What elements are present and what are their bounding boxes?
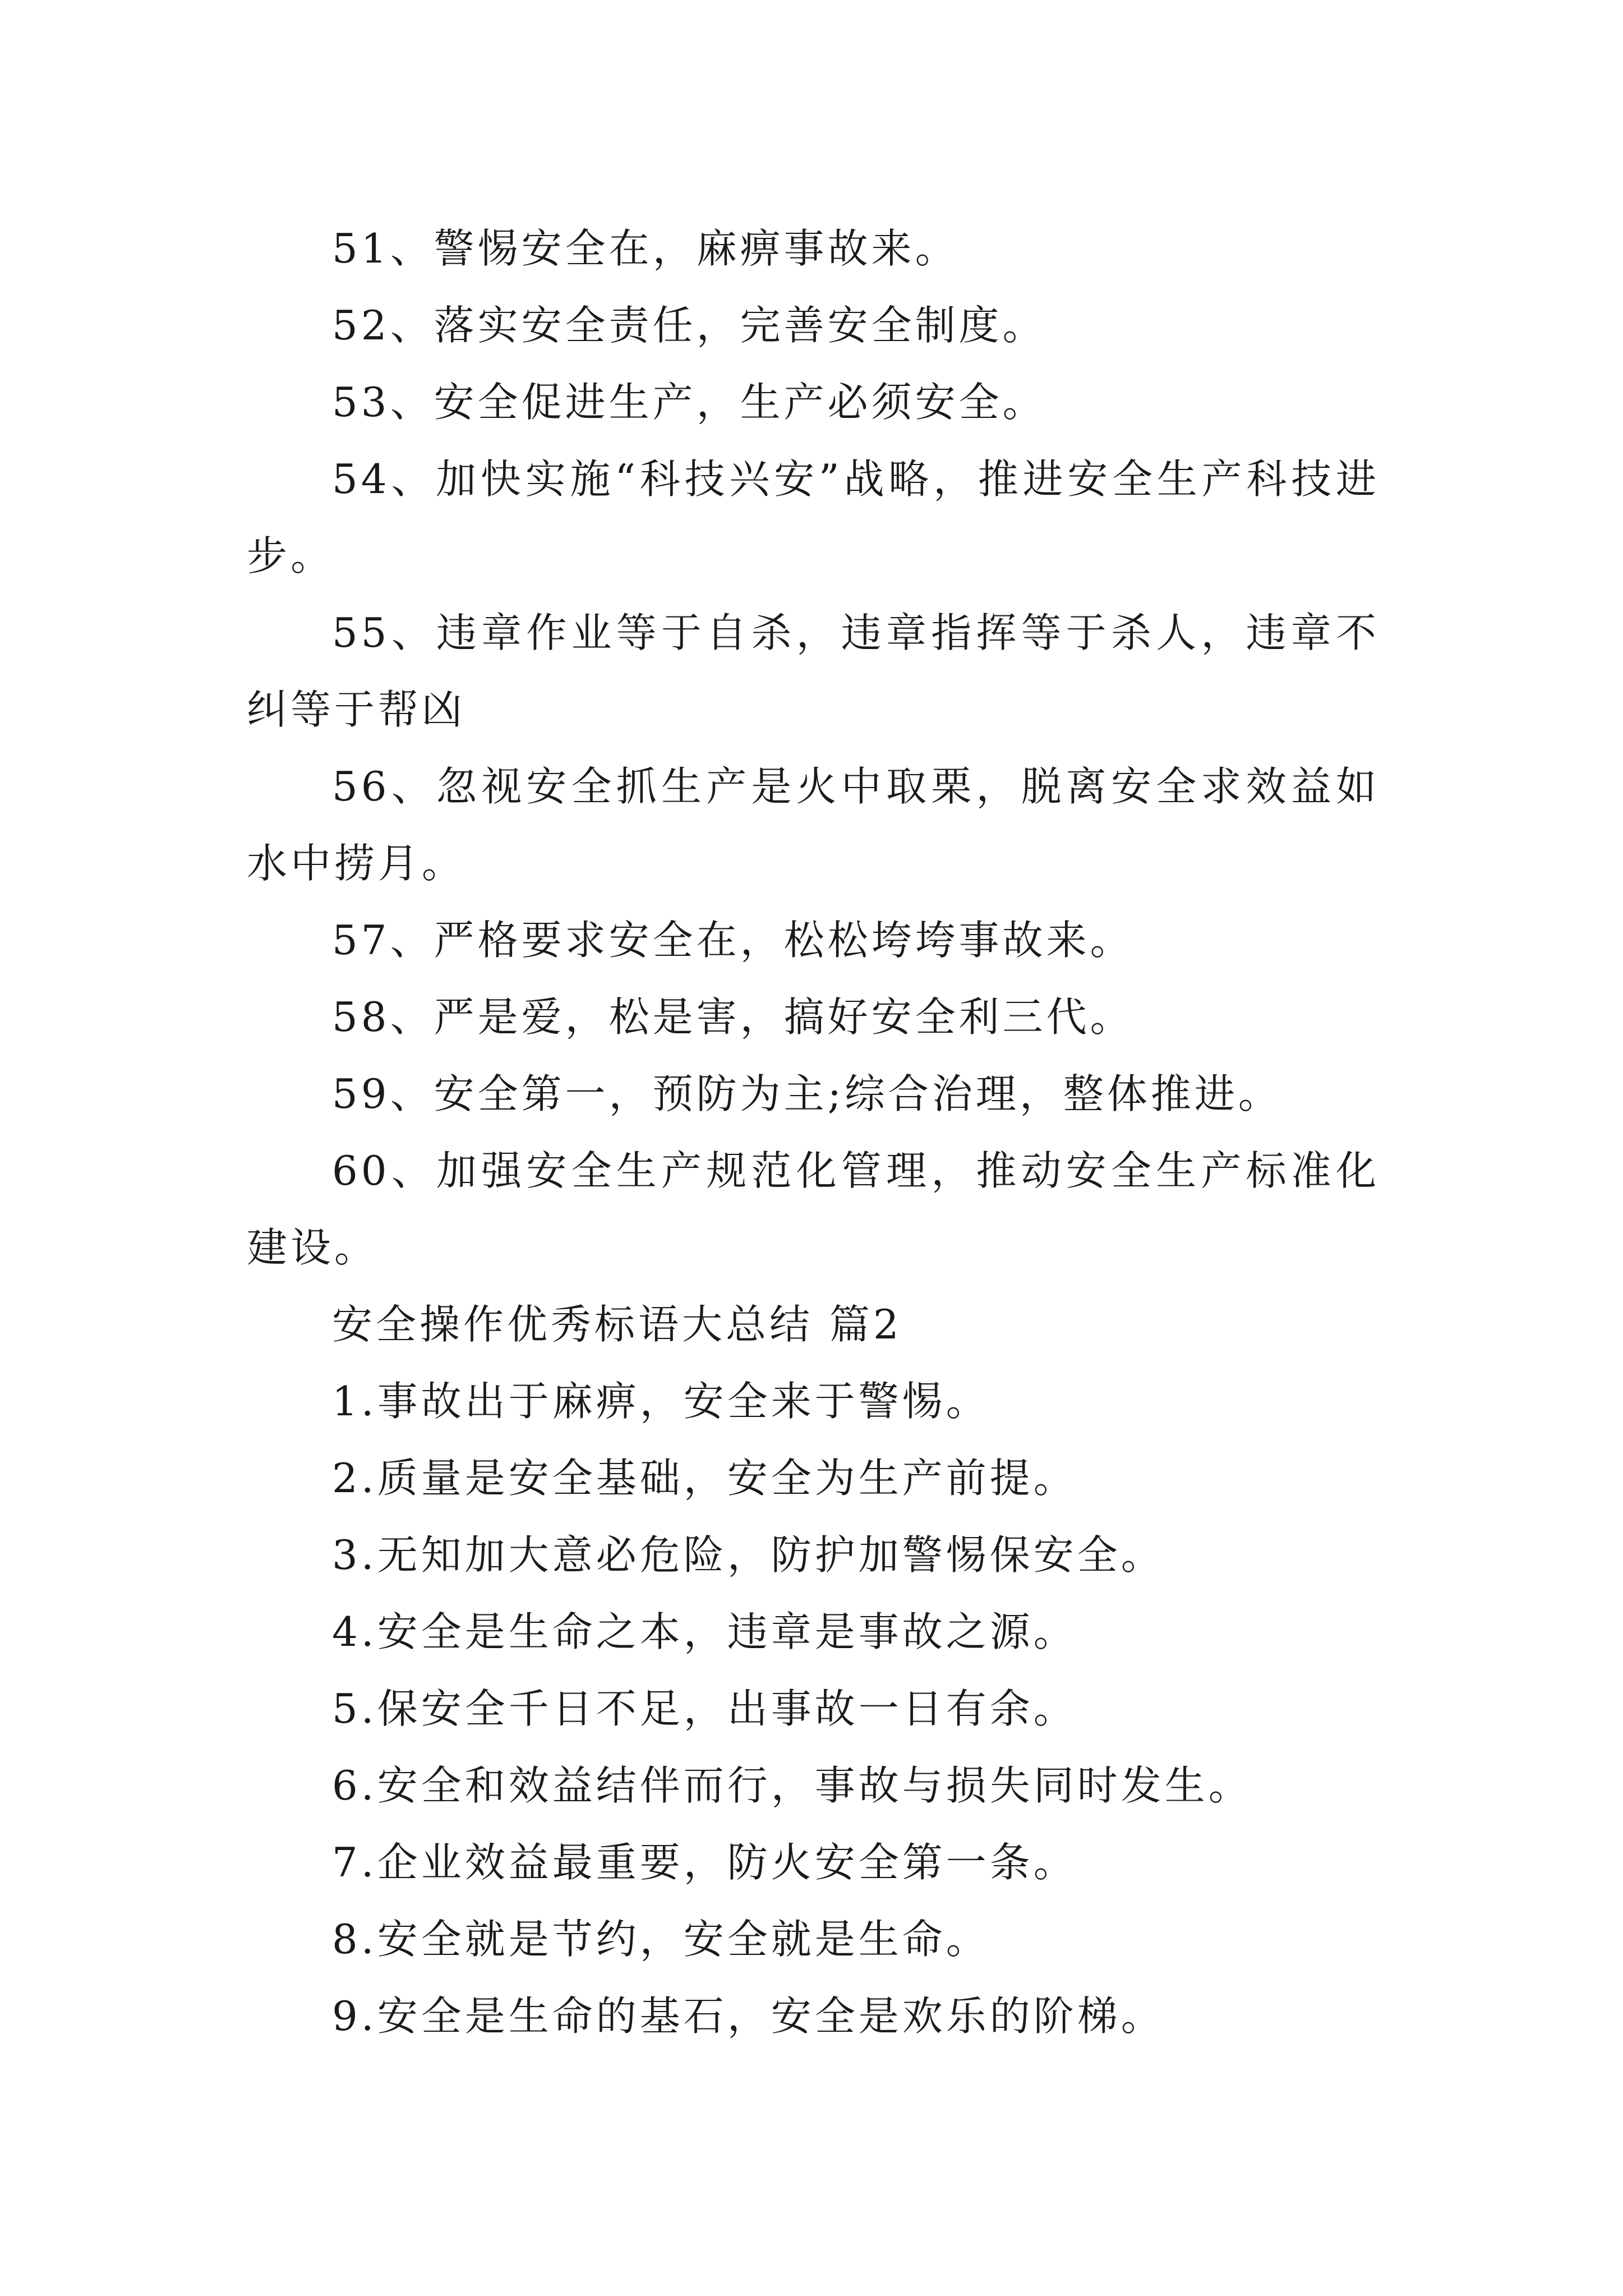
slogan-9: 9.安全是生命的基石，安全是欢乐的阶梯。 [332,1993,1165,2040]
slogan-58: 58、严是爱，松是害，搞好安全利三代。 [332,993,1134,1041]
slogan-53: 53、安全促进生产，生产必须安全。 [332,379,1046,426]
section-heading: 安全操作优秀标语大总结 篇2 [332,1301,902,1348]
slogan-1: 1.事故出于麻痹，安全来于警惕。 [332,1378,990,1425]
slogan-54: 54、加快实施“科技兴安”战略，推进安全生产科技进步。 [247,455,1380,579]
slogan-6: 6.安全和效益结伴而行，事故与损失同时发生。 [332,1762,1252,1809]
slogan-7: 7.企业效益最重要，防火安全第一条。 [332,1839,1077,1886]
slogan-5: 5.保安全千日不足，出事故一日有余。 [332,1685,1077,1732]
slogan-59: 59、安全第一，预防为主;综合治理，整体推进。 [332,1070,1282,1117]
slogan-56: 56、忽视安全抓生产是火中取栗，脱离安全求效益如水中捞月。 [247,763,1380,887]
slogan-57: 57、严格要求安全在，松松垮垮事故来。 [332,917,1134,964]
slogan-52: 52、落实安全责任，完善安全制度。 [332,302,1046,349]
slogan-2: 2.质量是安全基础，安全为生产前提。 [332,1455,1077,1502]
slogan-51: 51、警惕安全在，麻痹事故来。 [332,225,959,272]
slogan-60: 60、加强安全生产规范化管理，推动安全生产标准化建设。 [247,1147,1380,1271]
slogan-3: 3.无知加大意必危险，防护加警惕保安全。 [332,1531,1165,1579]
document-body [247,210,1380,2055]
slogan-4: 4.安全是生命之本，违章是事故之源。 [332,1608,1077,1655]
slogan-55: 55、违章作业等于自杀，违章指挥等于杀人，违章不纠等于帮凶 [247,609,1380,733]
slogan-8: 8.安全就是节约，安全就是生命。 [332,1916,990,1963]
